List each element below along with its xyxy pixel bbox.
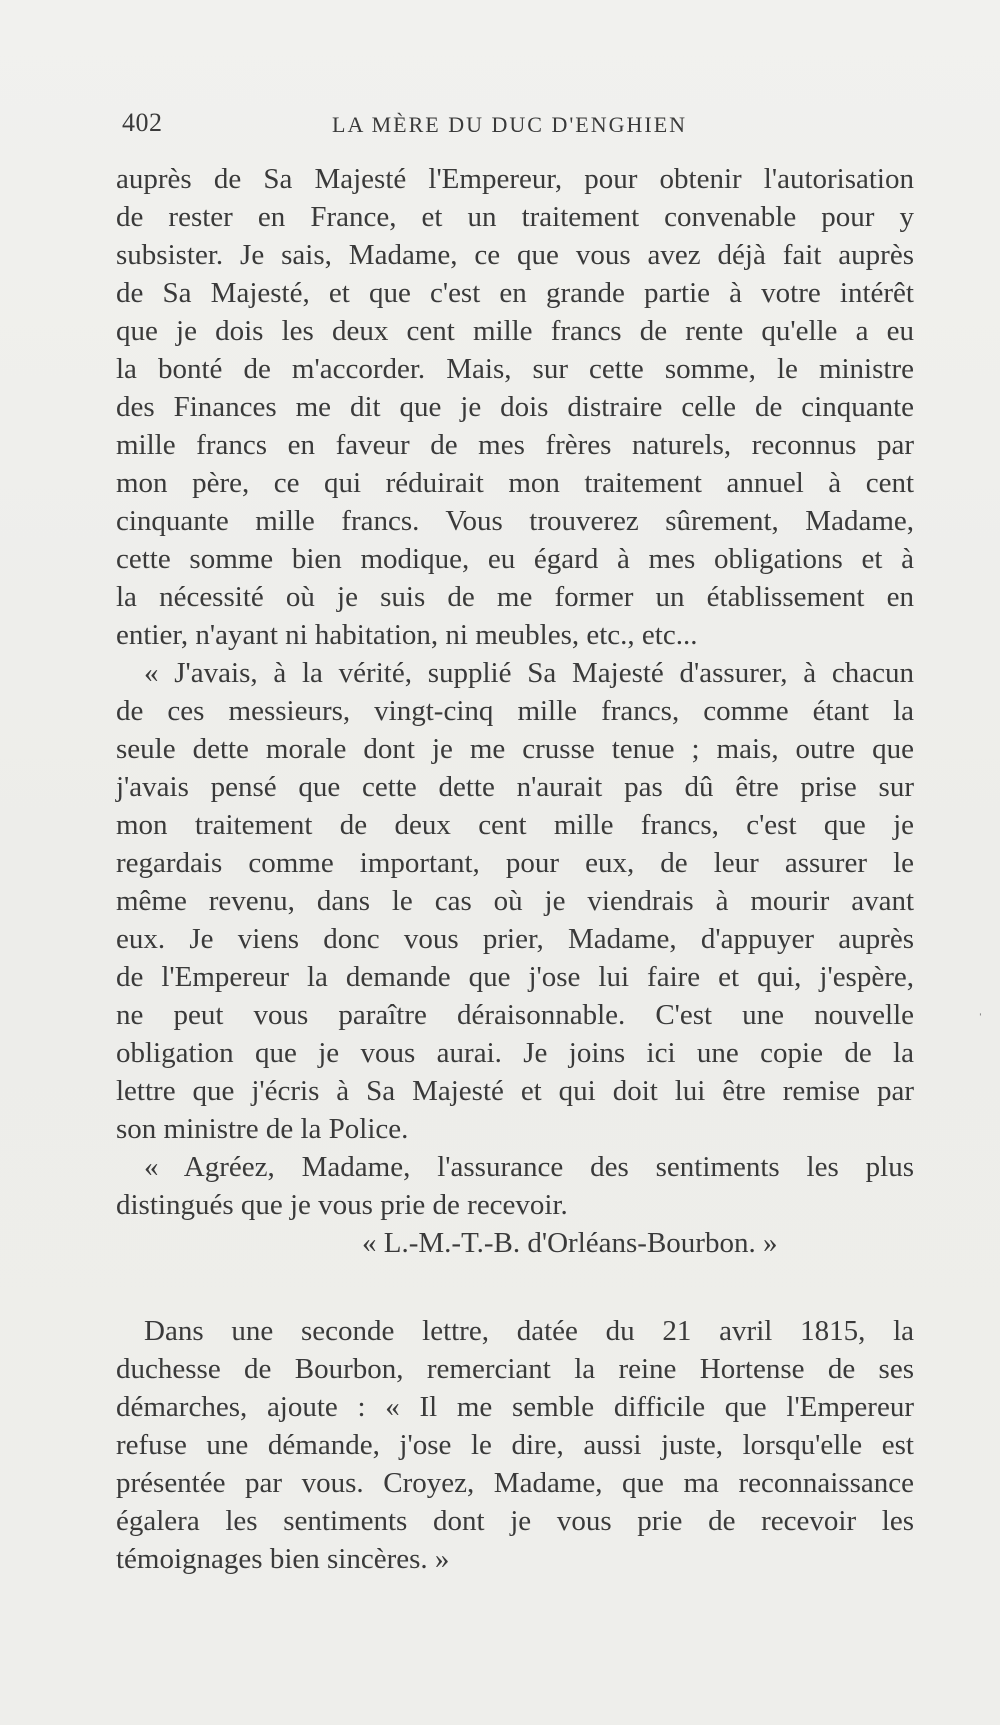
text-line: que je dois les deux cent mille francs de rente qu'elle a eu [116, 315, 914, 347]
text-line: auprès de Sa Majesté l'Empereur, pour obtenir l'autorisation [116, 163, 914, 195]
text-line: ne peut vous paraître déraisonnable. C'est une nouvelle [116, 999, 914, 1031]
text-line: obligation que je vous aurai. Je joins ici une copie de la [116, 1037, 914, 1069]
text-line: mon traitement de deux cent mille francs, c'est que je [116, 809, 914, 841]
paragraph-start: « J'avais, à la vérité, supplié Sa Majesté d'assurer, à chacun [144, 657, 914, 689]
text-line: la bonté de m'accorder. Mais, sur cette somme, le ministre [116, 353, 914, 385]
text-line: de Sa Majesté, et que c'est en grande partie à votre intérêt [116, 277, 914, 309]
text-line: de ces messieurs, vingt-cinq mille francs, comme étant la [116, 695, 914, 727]
text-line: témoignages bien sincères. » [116, 1543, 450, 1575]
paragraph-start: Dans une seconde lettre, datée du 21 avril 1815, la [144, 1315, 914, 1347]
text-line: mille francs en faveur de mes frères naturels, reconnus par [116, 429, 914, 461]
text-line: cette somme bien modique, eu égard à mes obligations et à [116, 543, 914, 575]
text-line: la nécessité où je suis de me former un établissement en [116, 581, 914, 613]
text-line: de rester en France, et un traitement convenable pour y [116, 201, 914, 233]
text-line: refuse une démande, j'ose le dire, aussi juste, lorsqu'elle est [116, 1429, 914, 1461]
page-number: 402 [122, 108, 163, 137]
text-line: lettre que j'écris à Sa Majesté et qui doit lui être remise par [116, 1075, 914, 1107]
text-line: de l'Empereur la demande que j'ose lui faire et qui, j'espère, [116, 961, 914, 993]
ink-speck: ˈ [978, 1012, 983, 1027]
text-line: eux. Je viens donc vous prier, Madame, d'appuyer auprès [116, 923, 914, 955]
text-line: égalera les sentiments dont je vous prie de recevoir les [116, 1505, 914, 1537]
paragraph-gap [116, 1262, 914, 1312]
body-text [116, 160, 914, 1578]
signature-line: « L.-M.-T.-B. d'Orléans-Bourbon. » [362, 1227, 778, 1259]
text-line: distingués que je vous prie de recevoir. [116, 1189, 568, 1221]
text-line: même revenu, dans le cas où je viendrais à mourir avant [116, 885, 914, 917]
text-line: des Finances me dit que je dois distraire celle de cinquante [116, 391, 914, 423]
text-line: cinquante mille francs. Vous trouverez sûrement, Madame, [116, 505, 914, 537]
text-line: duchesse de Bourbon, remerciant la reine Hortense de ses [116, 1353, 914, 1385]
running-head [122, 108, 912, 148]
text-line: son ministre de la Police. [116, 1113, 409, 1145]
text-line: regardais comme important, pour eux, de leur assurer le [116, 847, 914, 879]
running-title: LA MÈRE DU DUC D'ENGHIEN [332, 112, 688, 137]
text-line: présentée par vous. Croyez, Madame, que ma reconnaissance [116, 1467, 914, 1499]
text-line: démarches, ajoute : « Il me semble difficile que l'Empereur [116, 1391, 914, 1423]
text-line: subsister. Je sais, Madame, ce que vous avez déjà fait auprès [116, 239, 914, 271]
text-line: mon père, ce qui réduirait mon traitement annuel à cent [116, 467, 914, 499]
text-line: j'avais pensé que cette dette n'aurait pas dû être prise sur [116, 771, 914, 803]
paragraph-start: « Agréez, Madame, l'assurance des sentiments les plus [144, 1151, 914, 1183]
text-line: seule dette morale dont je me crusse tenue ; mais, outre que [116, 733, 914, 765]
text-line: entier, n'ayant ni habitation, ni meubles, etc., etc... [116, 619, 698, 651]
